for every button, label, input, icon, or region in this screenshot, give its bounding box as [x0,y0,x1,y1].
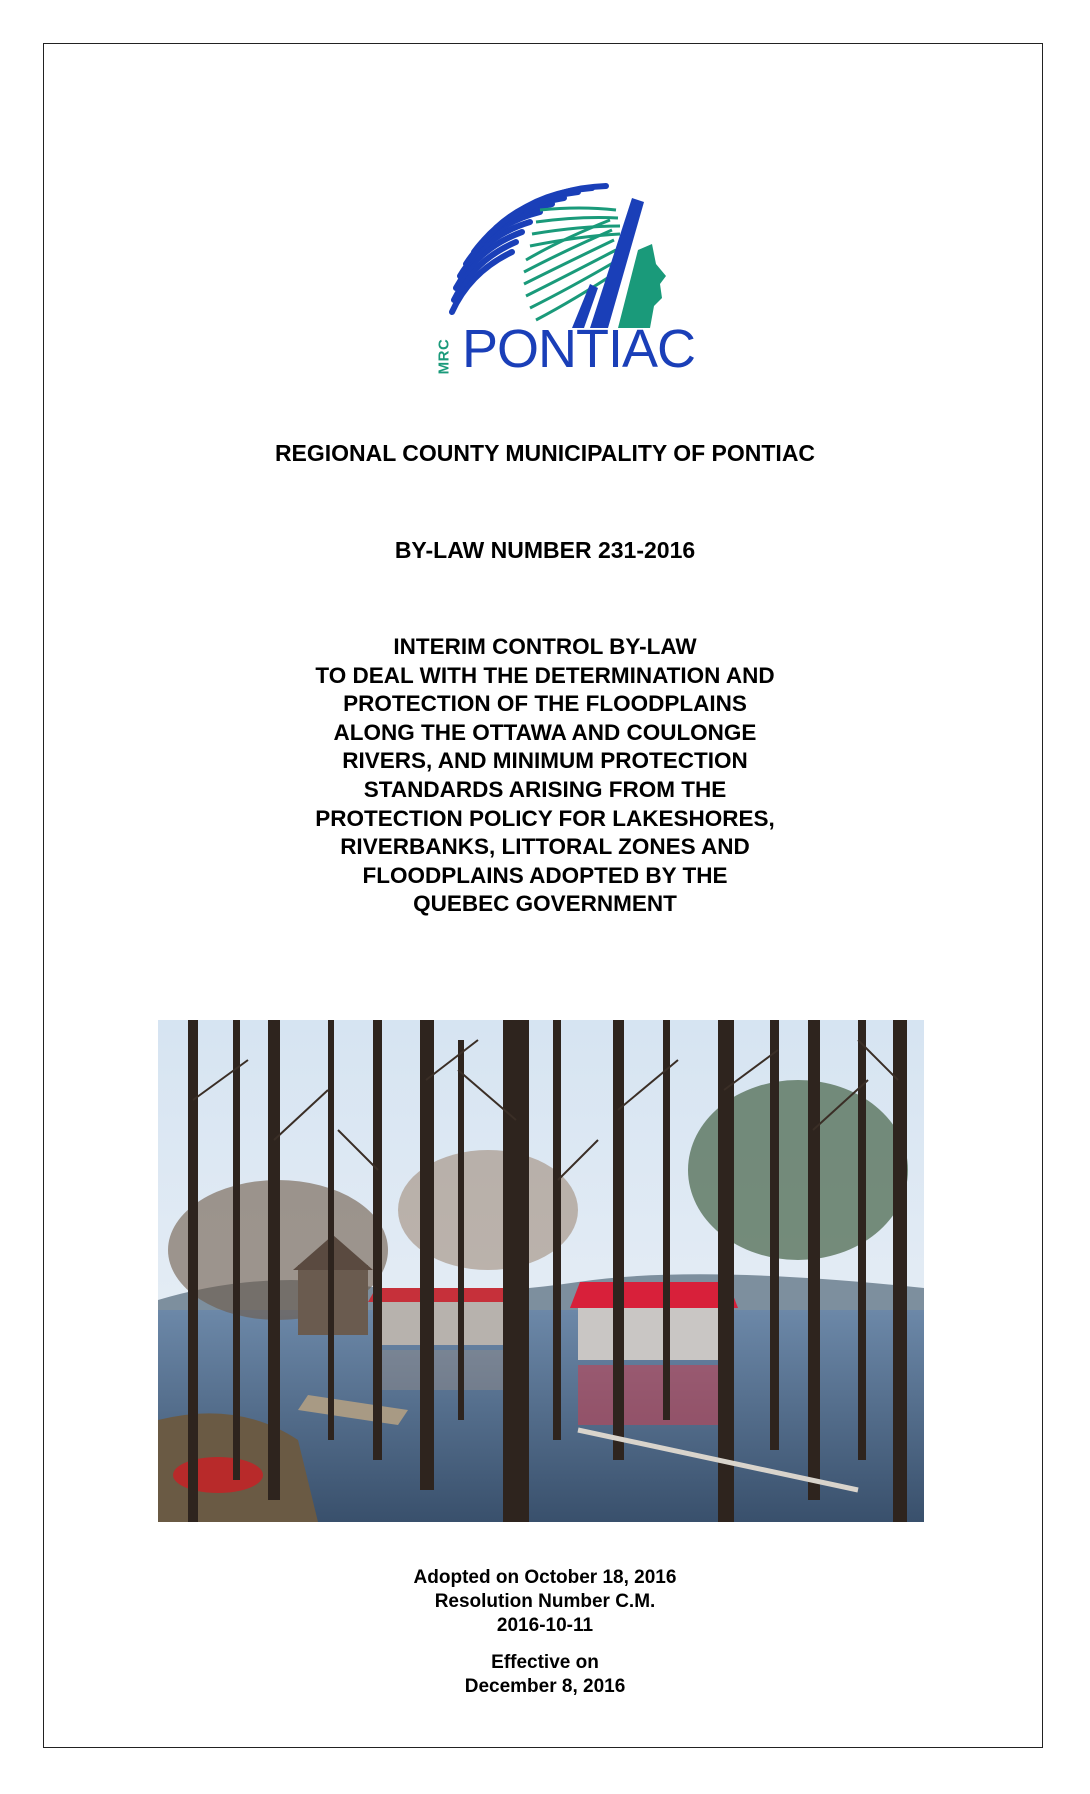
resolution-label: Resolution Number C.M. [434,1591,656,1612]
subject-line: INTERIM CONTROL BY-LAW [393,634,697,659]
headdress-icon [440,180,680,330]
subject-line: QUEBEC GOVERNMENT [413,891,677,917]
mrc-pontiac-logo [435,180,696,380]
subject-line: PROTECTION POLICY FOR LAKESHORES, [315,805,775,831]
county-title: REGIONAL COUNTY MUNICIPALITY OF PONTIAC [274,440,816,466]
effective-block [0,1651,1090,1699]
bylaw-number: BY-LAW NUMBER 231-2016 [394,537,696,563]
subject-line: ALONG THE OTTAWA AND COULONGE [333,719,757,745]
subject-line: TO DEAL WITH THE DETERMINATION AND [315,662,775,688]
flooded-shoreline-photo [158,1020,924,1522]
bylaw-subject [0,633,1090,919]
effective-label: Effective on [491,1652,599,1673]
resolution-number: 2016-10-11 [496,1615,594,1636]
subject-line: FLOODPLAINS ADOPTED BY THE [362,862,728,888]
subject-line: RIVERS, AND MINIMUM PROTECTION [342,748,748,774]
subject-line: RIVERBANKS, LITTORAL ZONES AND [340,834,750,860]
logo-mrc-text: MRC [435,338,453,375]
subject-line: PROTECTION OF THE FLOODPLAINS [343,691,747,717]
subject-line: STANDARDS ARISING FROM THE [363,776,727,802]
logo-wordmark: PONTIAC [462,319,696,379]
adoption-block [0,1566,1090,1638]
adopted-date: Adopted on October 18, 2016 [413,1567,677,1588]
effective-date: December 8, 2016 [464,1676,626,1697]
